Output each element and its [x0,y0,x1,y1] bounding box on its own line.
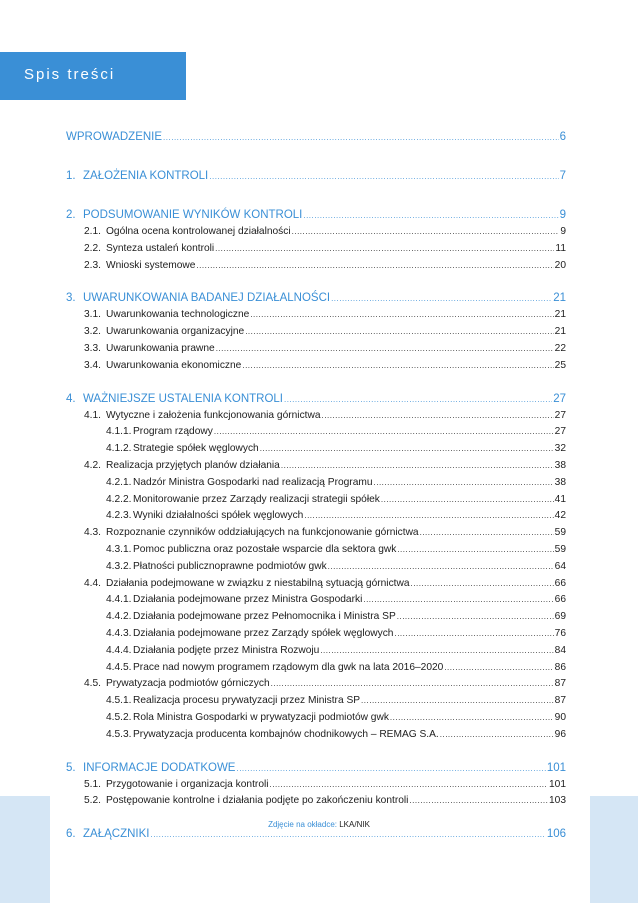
toc-title: Nadzór Ministra Gospodarki nad realizacją Programu [133,476,373,488]
toc-number: 3. [66,292,76,305]
toc-entry-2-1[interactable] [66,224,566,241]
dot-leader [242,358,553,375]
toc-entry-4-5-1[interactable] [66,693,566,710]
toc-page: 21 [554,326,566,338]
toc-page: 69 [554,611,566,623]
toc-number: 3.2. [84,326,101,338]
toc-number: 3.1. [84,309,101,321]
toc-page: 38 [554,459,566,471]
dot-leader [284,391,552,408]
toc-page: 7 [559,170,566,182]
toc-entry-intro[interactable] [66,128,566,146]
toc-page: 96 [554,728,566,740]
dot-leader [363,592,553,609]
toc-entry-4-4-1[interactable] [66,592,566,609]
photo-credit-label: Zdjęcie na okładce: [268,820,337,829]
dot-leader [440,727,554,744]
toc-entry-4-1-1[interactable] [66,424,566,441]
toc-number: 4.2.3. [106,510,132,522]
toc-title: Działania podejmowane w związku z niestabilną sytuacją górnictwa [106,577,410,589]
dot-leader [390,710,554,727]
toc-page: 27 [554,409,566,421]
toc-number: 4.4.4. [106,644,132,656]
toc-entry-4-1-2[interactable] [66,441,566,458]
toc-title: ZAŁOŻENIA KONTROLI [83,170,209,182]
toc-entry-ch3[interactable] [66,289,566,307]
toc-title: Monitorowanie przez Zarządy realizacji strategii spółek [133,493,380,505]
toc-entry-ch2[interactable] [66,206,566,224]
toc-page: 22 [554,342,566,354]
toc-entry-4-5-2[interactable] [66,710,566,727]
toc-title: Działania podejmowane przez Ministra Gospodarki [133,594,363,606]
toc-number: 2.1. [84,226,101,237]
toc-number: 2.3. [84,259,101,271]
photo-credit-value: LKA/NIK [339,820,370,829]
toc-page: 86 [554,661,566,673]
toc-number: 4.4.3. [106,627,132,639]
toc-page: 64 [554,560,566,572]
toc-entry-ch4[interactable] [66,390,566,408]
toc-page: 11 [555,242,566,254]
dot-leader [214,424,554,441]
dot-leader [304,508,553,525]
toc-page: 90 [554,711,566,723]
toc-title: Rozpoznanie czynników oddziałujących na funkcjonowanie górnictwa [106,527,419,539]
toc-number: 4.5.3. [106,728,132,740]
toc-page: 42 [554,510,566,522]
toc-number: 4.4.1. [106,594,132,606]
toc-title: WAŻNIEJSZE USTALENIA KONTROLI [83,392,284,405]
toc-number: 4.1. [84,409,101,421]
decorative-panel-left [0,796,50,903]
dot-leader [163,129,559,146]
toc-page: 66 [554,594,566,606]
dot-leader [328,559,554,576]
toc-entry-4-3[interactable] [66,525,566,542]
toc-title: Wytyczne i założenia funkcjonowania górnictwa [106,409,321,421]
toc-entry-4-4-3[interactable] [66,626,566,643]
toc-page: 9 [559,209,566,221]
toc-number: 4.2.2. [106,493,132,505]
toc-page: 9 [560,226,566,237]
photo-credit [0,820,638,829]
dot-leader [397,542,553,559]
toc-number: 5.1. [84,778,101,790]
dot-leader [322,408,554,425]
dot-leader [397,609,554,626]
toc-entry-3-1[interactable] [66,307,566,324]
toc-title: Uwarunkowania organizacyjne [106,326,245,338]
toc-page: 106 [546,828,566,841]
toc-entry-ch5[interactable] [66,759,566,777]
toc-page: 20 [554,259,566,271]
toc-title: Wnioski systemowe [106,259,196,271]
toc-entry-2-3[interactable] [66,258,566,275]
toc-entry-4-2-2[interactable] [66,492,566,509]
toc-number: 4.4.2. [106,611,132,623]
toc-entry-4-5-3[interactable] [66,727,566,744]
toc-page: 101 [549,778,566,790]
dot-leader [444,660,553,677]
dot-leader [411,576,554,593]
toc-page: 21 [554,309,566,321]
dot-leader [420,525,554,542]
toc-number: 2. [66,209,76,221]
toc-entry-3-4[interactable] [66,358,566,375]
toc-entry-4-3-1[interactable] [66,542,566,559]
decorative-panel-right [590,796,638,903]
toc-title: WPROWADZENIE [66,131,163,143]
dot-leader [361,693,554,710]
toc-page: 103 [549,795,566,807]
dot-leader [215,241,554,258]
toc-entry-4-2[interactable] [66,458,566,475]
toc-title: Działania podejmowane przez Zarządy spółek węglowych [133,627,394,639]
toc-number: 3.4. [84,359,101,371]
toc-page: 76 [554,627,566,639]
dot-leader [270,777,548,794]
toc-title: Uwarunkowania technologiczne [106,309,250,321]
toc-number: 4.2.1. [106,476,132,488]
page-title: Spis treści [24,66,116,83]
toc-number: 4.3.2. [106,560,132,572]
toc-number: 1. [66,170,76,182]
toc-title: Realizacja procesu prywatyzacji przez Ministra SP [133,695,361,707]
toc-page: 101 [546,761,566,774]
toc-entry-4-2-1[interactable] [66,475,566,492]
toc-title: Działania podjęte przez Ministra Rozwoju [133,644,320,656]
dot-leader [260,441,554,458]
dot-leader [250,307,553,324]
toc-title: Ogólna ocena kontrolowanej działalności [106,226,291,237]
toc-page: 27 [554,426,566,438]
dot-leader [320,643,553,660]
toc-title: Wyniki działalności spółek węglowych [133,510,304,522]
toc-page: 41 [554,493,566,505]
toc-number: 4. [66,392,76,405]
toc-number: 6. [66,828,76,841]
toc-number: 4.4. [84,577,101,589]
toc-entry-3-2[interactable] [66,324,566,341]
toc-page: 87 [554,695,566,707]
toc-page: 66 [554,577,566,589]
dot-leader [245,324,553,341]
toc-number: 4.3. [84,527,101,539]
dot-leader [216,341,554,358]
dot-leader [331,290,552,307]
toc-entry-4-3-2[interactable] [66,559,566,576]
toc-entry-2-2[interactable] [66,241,566,258]
toc-number: 4.1.2. [106,443,132,455]
toc-entry-5-1[interactable] [66,777,566,794]
toc-title: Prace nad nowym programem rządowym dla gwk na lata 2016–2020 [133,661,444,673]
toc-entry-5-2[interactable] [66,793,566,810]
toc-page: 32 [554,443,566,455]
toc-page: 27 [553,392,566,405]
toc-entry-4-4-5[interactable] [66,660,566,677]
toc-title: Uwarunkowania prawne [106,342,215,354]
toc-number: 4.2. [84,459,101,471]
toc-number: 3.3. [84,342,101,354]
toc-page: 59 [554,527,566,539]
toc-title: Prywatyzacja podmiotów górniczych [106,678,270,690]
toc-title: ZAŁĄCZNIKI [83,828,150,841]
toc-number: 4.4.5. [106,661,132,673]
toc-title: PODSUMOWANIE WYNIKÓW KONTROLI [83,209,303,221]
toc-entry-3-3[interactable] [66,341,566,358]
table-of-contents [66,128,566,843]
dot-leader [394,626,553,643]
toc-number: 5.2. [84,795,101,807]
toc-number: 4.5.2. [106,711,132,723]
toc-title: Rola Ministra Gospodarki w prywatyzacji podmiotów gwk [133,711,389,723]
toc-title: Postępowanie kontrolne i działania podjęte po zakończeniu kontroli [106,795,409,807]
dot-leader [303,207,558,224]
dot-leader [236,760,545,777]
dot-leader [381,492,554,509]
toc-title: INFORMACJE DODATKOWE [83,761,236,774]
toc-entry-4-4[interactable] [66,576,566,593]
toc-number: 5. [66,761,76,774]
toc-number: 2.2. [84,242,101,254]
toc-title: Synteza ustaleń kontroli [106,242,215,254]
toc-title: Uwarunkowania ekonomiczne [106,359,242,371]
toc-entry-4-4-4[interactable] [66,643,566,660]
toc-title: Strategie spółek węglowych [133,443,259,455]
toc-title: Działania podejmowane przez Pełnomocnika i Ministra SP [133,611,396,623]
dot-leader [409,793,548,810]
toc-entry-4-5[interactable] [66,676,566,693]
toc-page: 59 [554,543,566,555]
dot-leader [271,676,554,693]
toc-entry-ch1[interactable] [66,167,566,185]
toc-title: Pomoc publiczna oraz pozostałe wsparcie dla sektora gwk [133,543,397,555]
dot-leader [209,168,558,185]
dot-leader [196,258,553,275]
toc-entry-4-2-3[interactable] [66,508,566,525]
toc-title: Przygotowanie i organizacja kontroli [106,778,269,790]
header-band [0,52,186,100]
toc-number: 4.3.1. [106,543,132,555]
dot-leader [292,224,560,241]
toc-number: 4.5.1. [106,695,132,707]
dot-leader [374,475,554,492]
toc-entry-4-1[interactable] [66,408,566,425]
toc-page: 87 [554,678,566,690]
toc-entry-4-4-2[interactable] [66,609,566,626]
toc-page: 6 [559,131,566,143]
toc-page: 25 [554,359,566,371]
toc-page: 84 [554,644,566,656]
toc-title: UWARUNKOWANIA BADANEJ DZIAŁALNOŚCI [83,292,331,305]
dot-leader [281,458,554,475]
toc-title: Płatności publicznoprawne podmiotów gwk [133,560,327,572]
toc-number: 4.1.1. [106,426,132,438]
toc-page: 21 [553,292,566,305]
toc-page: 38 [554,476,566,488]
toc-title: Realizacja przyjętych planów działania [106,459,280,471]
toc-title: Prywatyzacja producenta kombajnów chodnikowych – REMAG S.A. [133,728,439,740]
toc-number: 4.5. [84,678,101,690]
toc-title: Program rządowy [133,426,213,438]
